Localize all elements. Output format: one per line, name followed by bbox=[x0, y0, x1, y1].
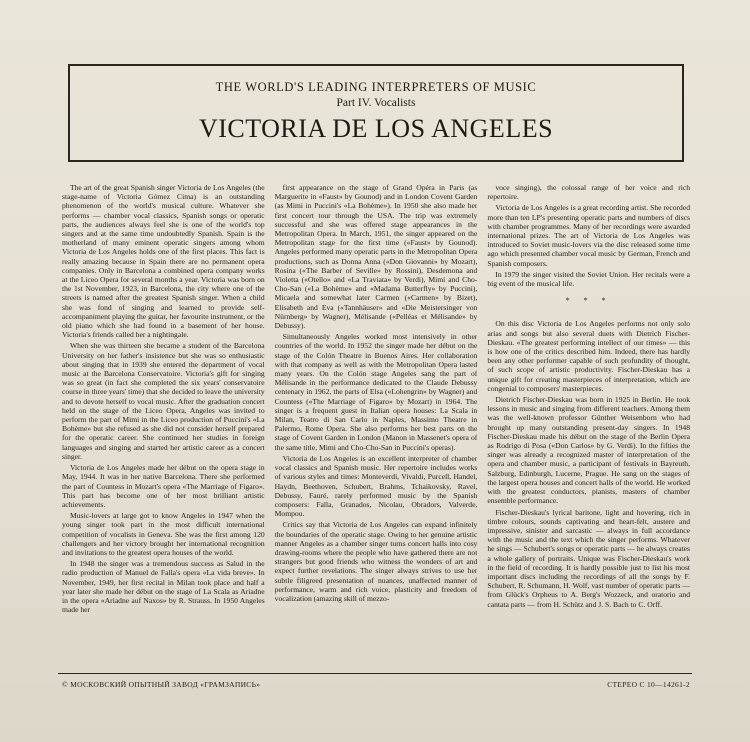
paragraph: On this disc Victoria de Los Angeles performs not only solo arias and songs but also several duets with Dietrich Fischer-Dieskau. «The greatest performing intellect of our times» — this is how one of the critics described him. Indeed, there has hardly been any other performer capable of such profundity of thought, of such scope of artistic productivity. Fischer-Dieskau has a unique gift for creating masterpieces of interpretation, which are congenial to composers' masterpieces. bbox=[487, 319, 691, 393]
paragraph: Simultaneously Angeles worked most intensively in other countries of the world. In 1952 the singer made her début on the stage of the Colón Theatre in Buenos Aires. Her collaboration with that company as well as with the Metropolitan Opera lasted many years. On the Colón stage Angeles sang the part of Mélisande in the performance dedicated to the Claude Debussy centenary in 1962, the parts of Elsa («Lohengrin» by Wagner) and Countess («The Marriage of Figaro» by Mozart) in 1964. The singer is a frequent guest in Italian opera houses: La Scala in Milan, Teatro di San Carlo in Naples, Massimo Theatre in Palermo, Rome Opera. She also performs her best parts on the stage of Covent Garden in London (Manon in Massenet's opera of the same title, Mimi and Cho-Cho-San in Puccini's operas). bbox=[274, 332, 478, 452]
paragraph: Victoria de Los Angeles is an excellent interpreter of chamber vocal classics and Spanish music. Her repertoire includes works of various styles and times: Monteverdi, Vivaldi, Purcell, Handel, Haydn, Beethoven, Schubert, Brahms, Tchaikovsky, Ravel, Debussy, Fauré, rarely performed music by the Spanish composers: Falla, Granados, Nicolau, Obradors, Valverde, Mompou. bbox=[274, 453, 478, 519]
title-box bbox=[68, 64, 684, 162]
liner-notes bbox=[62, 183, 690, 661]
catalog-number: СТЕРЕО С 10—14261-2 bbox=[607, 680, 690, 689]
liner-notes-column-2 bbox=[275, 183, 478, 661]
paragraph: The art of the great Spanish singer Victoria de Los Angeles (the stage-name of Victoria Gómez Cima) is an outstanding phenomenon of the world's musical culture. Whatever she performs — chamber vocal classics, Spanish songs or operatic parts, the audiences always feel she is one of the world's top singers and at the same time undoubtedly Spanish. Spain is the motherland of many eminent operatic singers among whom Victoria de Los Angeles holds one of the first places. This fact is really amazing because in Spain there are no permanent opera companies. Only in Barcelona a combined opera company works at the Liceo Opera for several months a year. Victoria was born on the 1st November, 1923, in Barcelona, the city where one of the streets is named after the greatest Spanish singer. When a child she was fond of singing and learned to provide self-accompaniment playing the guitar, her favourite instrument, or the old piano which she had found in a basement of her house. Victoria's friends called her a nightingale. bbox=[62, 183, 265, 340]
paragraph: When she was thirteen she became a student of the Barcelona University on her father's insistence but she was so enthusiastic about singing that in 1939 she entered the department of vocal music at the Barcelona Conservatoire. Victoria's gift for singing was so great (in fact she completed the six years' conservatoire course in three years' time) that she decided to leave the university and to devote herself to vocal music. After the graduation concert held on the stage of the Liceo Opera, Angeles was invited to perform the part of Mimi in the Liceo production of Puccini's «La Bohème» but she refused as she did not consider herself prepared for the operatic career. She continued her studies in foreign languages and singing and started her artistic career as a concert singer. bbox=[62, 341, 265, 461]
section-separator: * * * bbox=[565, 296, 612, 306]
paragraph: Fischer-Dieskau's lyrical baritone, light and hovering, rich in timbre colours, sounds captivating and heart-felt, austere and impressive, sinister and sarcastic — always in full accordance with the music and the text which the singer performs. Whatever he sings — Schubert's songs or operatic parts — he always creates a whole gallery of portraits. Unique was Fischer-Dieskau's work in the field of recording. It is hardly possible just to list his most important discs including the recordings of all the songs by F. Schubert, R. Schumann, H. Wolf, vast number of operatic parts — from Glück's Orpheus to A. Berg's Wozzeck, and oratorio and cantata parts — from H. Schütz and J. S. Bach to C. Orff. bbox=[487, 507, 691, 609]
paragraph: Dietrich Fischer-Dieskau was born in 1925 in Berlin. He took lessons in music and singing from different teachers. Among them was the well-known professor Günther Weisenborn who had brought up many outstanding present-day singers. In 1948 Fischer-Dieskau made his début on the stage of the Berlin Opera as Rodrigo di Posa («Don Carlos» by G. Verdi). In the fifties the singer was already a recognized master of interpretation of the opera and chamber music, a participant of festivals in Bayreuth, Salzburg, Edinburgh, Lucerne, Prague. He sang on the stages of the largest opera houses and concert halls of the world. He worked with the greatest conductors, pianists, masters of chamber ensemble performance. bbox=[487, 395, 691, 506]
footer-divider bbox=[58, 673, 692, 674]
paragraph: In 1948 the singer was a tremendous success as Salud in the radio production of Manuel de Falla's opera «La vida breve». In November, 1949, her first recital in Milan took place and half a year later she made her début on the stage of La Scala as Ariadne in the opera «Ariadne auf Naxos» by R. Strauss. In 1950 Angeles made her bbox=[62, 559, 265, 615]
liner-notes-column-3 bbox=[487, 183, 690, 661]
paragraph: Victoria de Los Angeles is a great recording artist. She recorded more than ten LP's presenting operatic parts and numbers of discs with chamber programmes. Many of her recordings were awarded international prizes. The art of Victoria de Los Angeles was introduced to Soviet music-lovers via the disc released some time ago which presented chamber vocal music by German, French and Spanish composers. bbox=[487, 203, 691, 268]
paragraph: Victoria de Los Angeles made her début on the opera stage in May, 1944. It was in her native Barcelona. There she performed the part of Countess in Mozart's opera «The Marriage of Figaro». This part has become one of her most brilliant artistic achievements. bbox=[62, 463, 265, 509]
part-subtitle: Part IV. Vocalists bbox=[336, 97, 416, 109]
artist-name: VICTORIA DE LOS ANGELES bbox=[198, 114, 554, 143]
publisher-credit: © МОСКОВСКИЙ ОПЫТНЫЙ ЗАВОД «ГРАМЗАПИСЬ» bbox=[62, 680, 261, 689]
paragraph: Critics say that Victoria de Los Angeles can expand infinitely the boundaries of the operatic stage. Owing to her genuine artistic manner Angeles as a chamber singer turns concert halls into cosy drawing-rooms where the people who have gathered there are not strangers but good friends who witness the wonders of art and expect further revelations. The singer always strives to use her subtle filigreed presentation of nuances, unaffected manner of performance, warm and rich voice, plasticity and freedom of vocalization (amazing skill of mezzo- bbox=[274, 520, 478, 603]
paragraph: In 1979 the singer visited the Soviet Union. Her recitals were a big event of the musical life. bbox=[487, 269, 691, 289]
paragraph: voce singing), the colossal range of her voice and rich repertoire. bbox=[487, 183, 691, 202]
series-title: THE WORLD'S LEADING INTERPRETERS OF MUSIC bbox=[215, 80, 537, 94]
paragraph: first appearance on the stage of Grand Opéra in Paris (as Marguerite in «Faust» by Gounod) and in London Covent Garden (as Mimi in Puccini's «La Bohème»). In 1950 she also made her first concert tour through the USA. The trip was extremely successful and she was offered stage appearances in the Metropolitan Opera. In March, 1951, the singer appeared on the Metropolitan stage for the first time («Faust» by Gounod). Angeles performed many operatic parts in the Metropolitan Opera productions, such as Donna Anna («Don Giovanni» by Mozart), Rosina («The Barber of Seville» by Rossini), Desdemona and Violetta («Otello» and «La Traviata» by Verdi), Mimi and Cho-Cho-San («La Bohème» and «Madama Butterfly» by Puccini), Micaela and somewhat later Carmen («Carmen» by Bizet), Elisabeth and Eva («Tannhäuser» and «Die Meistersinger von Nürnberg» by Wagner), Mélisande («Pelléas et Mélisande» by Debussy). bbox=[274, 183, 478, 331]
paragraph: Music-lovers at large got to know Angeles in 1947 when the young singer took part in the most difficult international competition of vocalists in Geneva. She was the first among 120 challengers and her victory brought her international recognition and invitations to the greatest opera houses of the world. bbox=[62, 511, 265, 557]
liner-notes-column-1 bbox=[62, 183, 265, 661]
